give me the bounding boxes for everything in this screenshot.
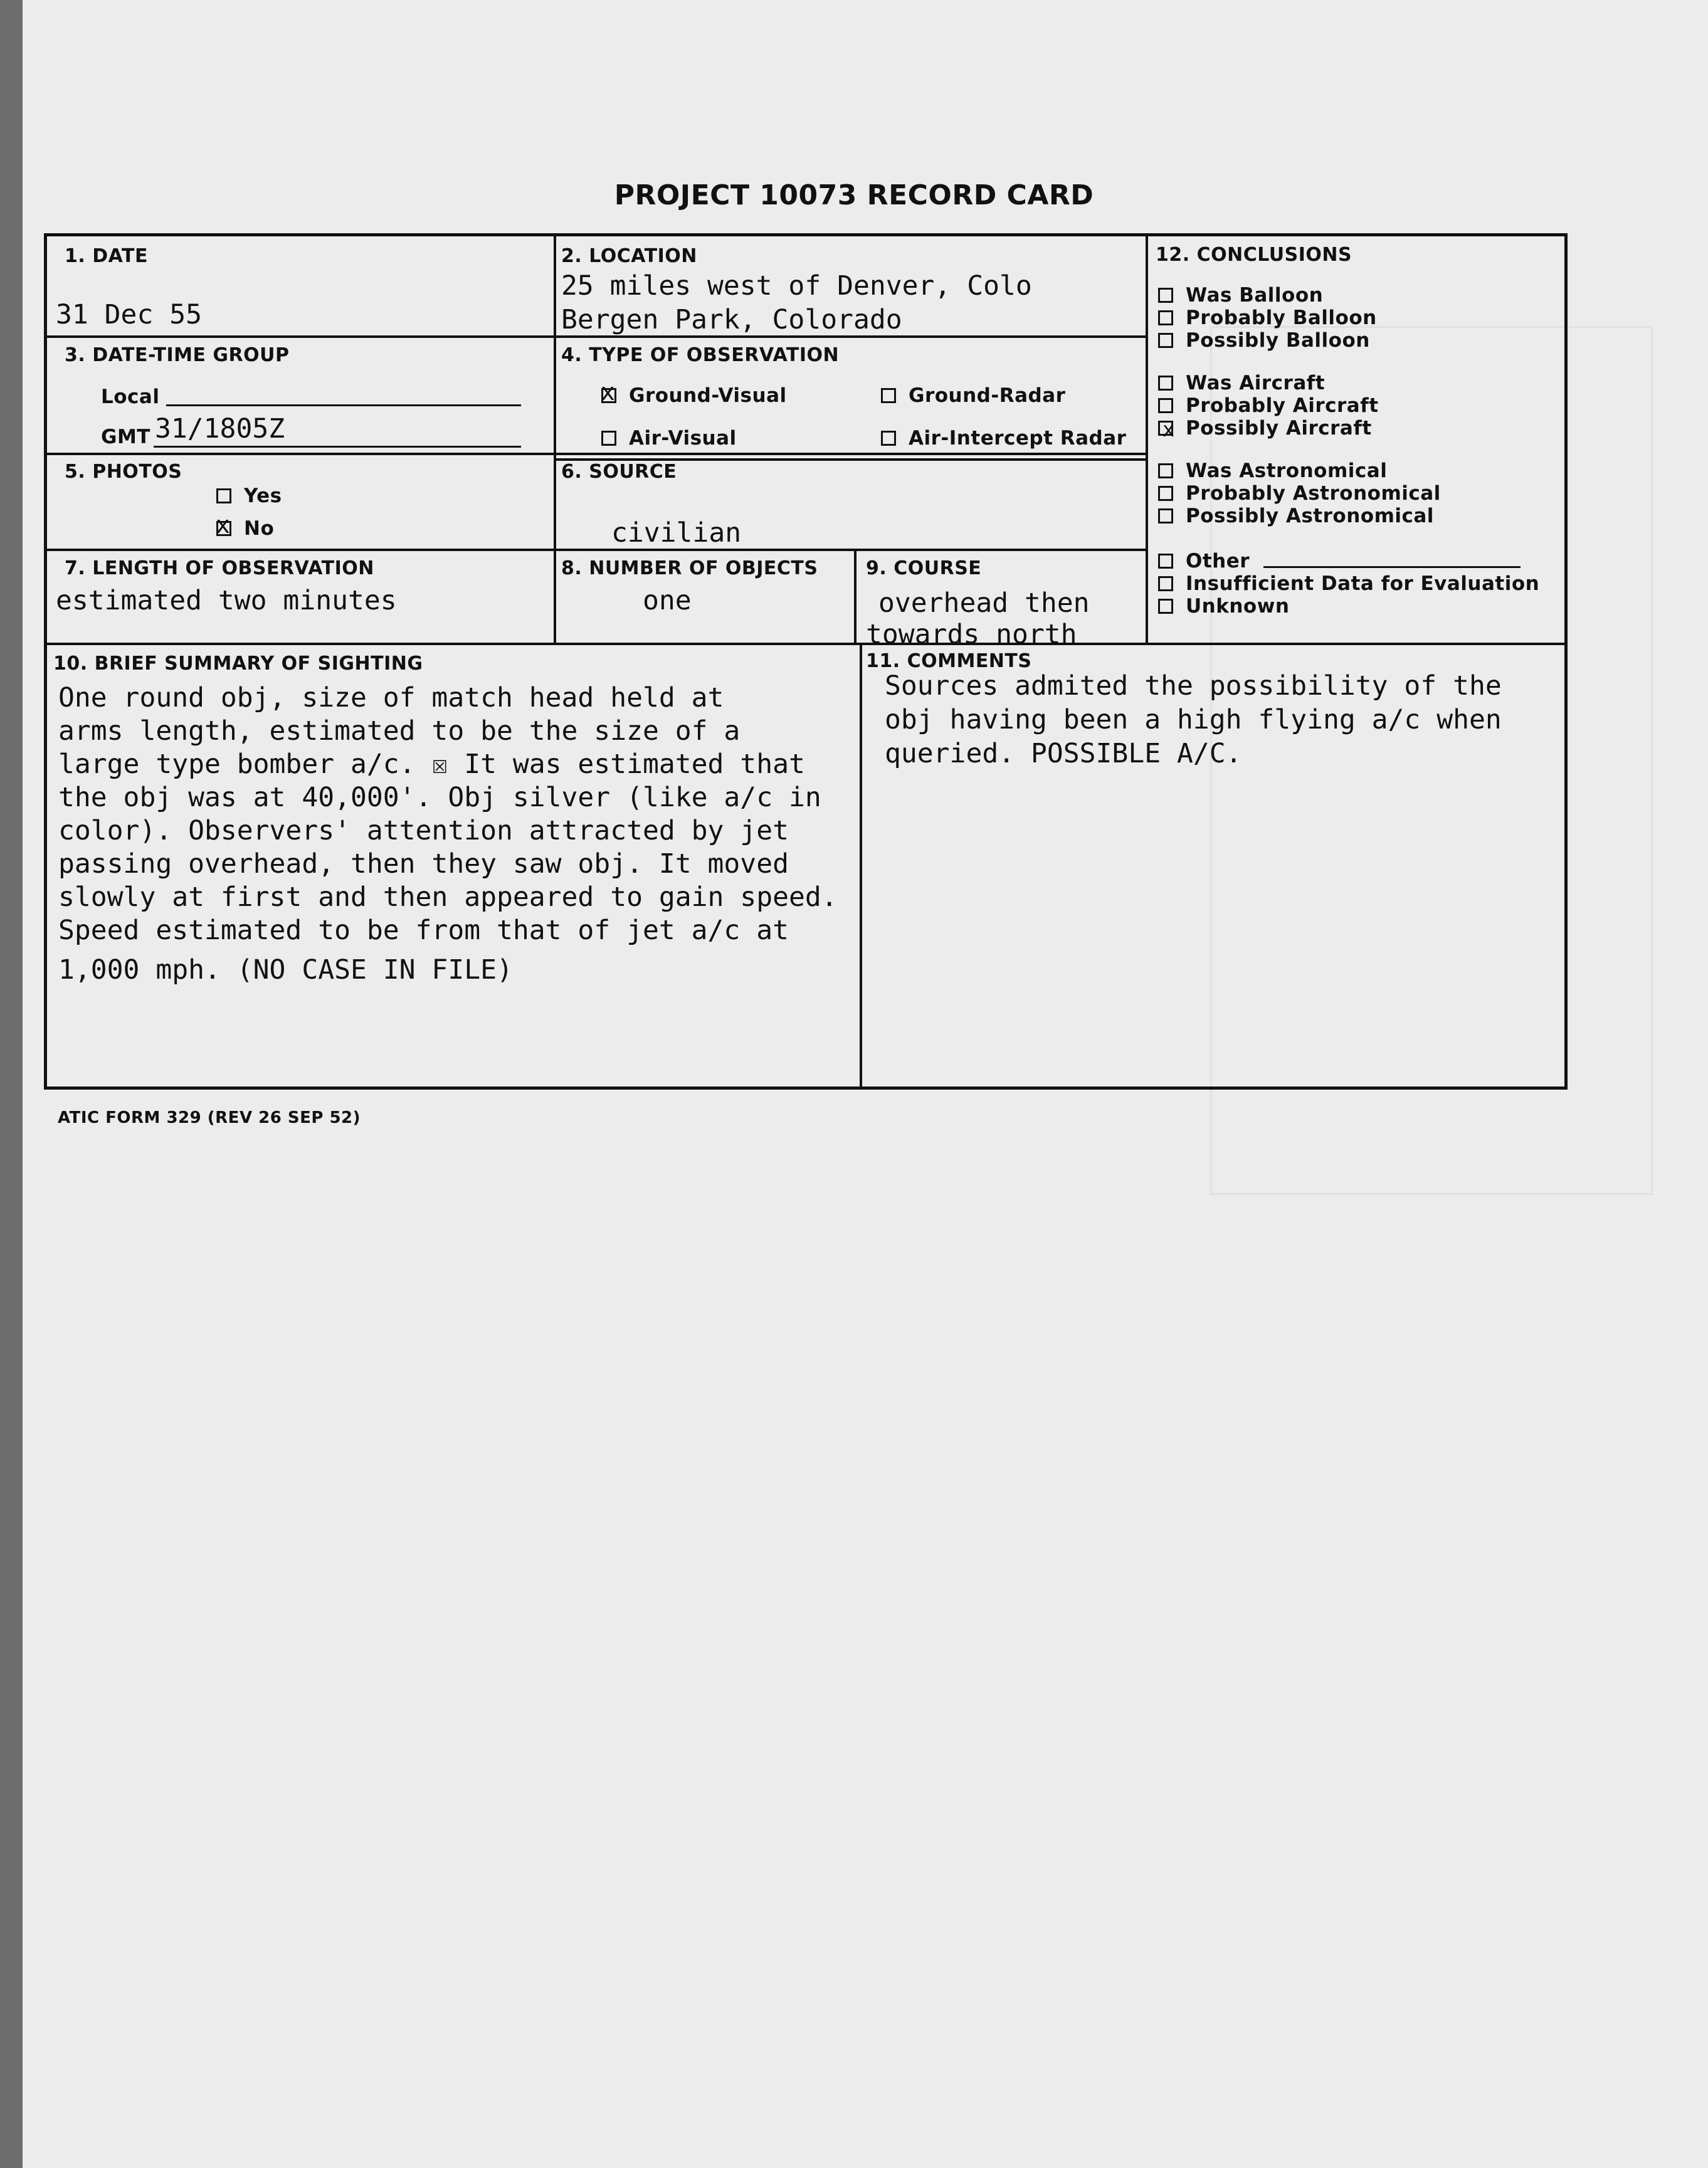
conclusion-was-balloon: Was Balloon <box>1158 284 1323 307</box>
possibly-balloon-checkbox <box>1158 333 1173 348</box>
ground-radar-checkbox <box>881 388 896 403</box>
air-intercept-radar-checkbox <box>881 431 896 446</box>
conclusion-other: Other <box>1158 550 1250 572</box>
course-line-1: overhead then <box>878 587 1090 619</box>
probably-balloon-checkbox <box>1158 310 1173 325</box>
number-of-objects-value: one <box>643 585 692 616</box>
conclusion-probably-balloon: Probably Balloon <box>1158 307 1377 329</box>
summary-line: slowly at first and then appeared to gain speed. <box>58 881 838 913</box>
conclusion-probably-aircraft: Probably Aircraft <box>1158 394 1379 417</box>
conclusion-was-astronomical: Was Astronomical <box>1158 460 1387 482</box>
source-label: 6. SOURCE <box>561 461 677 483</box>
date-label: 1. DATE <box>65 245 148 267</box>
date-time-group-label: 3. DATE-TIME GROUP <box>65 344 290 366</box>
course-line-2: towards north <box>866 619 1077 650</box>
summary-label: 10. BRIEF SUMMARY OF SIGHTING <box>53 653 423 675</box>
comments-label: 11. COMMENTS <box>866 650 1032 672</box>
was-astronomical-checkbox <box>1158 463 1173 478</box>
date-value: 31 Dec 55 <box>56 299 202 330</box>
summary-line: One round obj, size of match head held at <box>58 682 724 713</box>
comments-line: queried. POSSIBLE A/C. <box>885 738 1242 769</box>
insufficient-data-checkbox <box>1158 576 1173 591</box>
other-underline <box>1263 566 1521 568</box>
probably-aircraft-checkbox <box>1158 398 1173 413</box>
conclusion-possibly-astronomical: Possibly Astronomical <box>1158 505 1434 527</box>
form-footer: ATIC FORM 329 (REV 26 SEP 52) <box>58 1108 361 1127</box>
probably-astronomical-checkbox <box>1158 486 1173 501</box>
location-line-1: 25 miles west of Denver, Colo <box>561 270 1032 302</box>
comments-line: obj having been a high flying a/c when <box>885 704 1502 735</box>
summary-line: Speed estimated to be from that of jet a/c at <box>58 915 789 946</box>
conclusion-insufficient-data: Insufficient Data for Evaluation <box>1158 572 1539 595</box>
photos-no-option: x No <box>216 511 275 540</box>
conclusions-label: 12. CONCLUSIONS <box>1156 244 1352 266</box>
conclusion-possibly-aircraft: x Possibly Aircraft <box>1158 417 1372 439</box>
summary-line: passing overhead, then they saw obj. It moved <box>58 848 789 880</box>
other-checkbox <box>1158 554 1173 569</box>
conclusion-was-aircraft: Was Aircraft <box>1158 372 1325 394</box>
scan-edge <box>0 0 23 2168</box>
location-line-2: Bergen Park, Colorado <box>561 304 902 335</box>
air-visual-checkbox <box>601 431 616 446</box>
summary-line: arms length, estimated to be the size of a <box>58 715 741 747</box>
possibly-astronomical-checkbox <box>1158 508 1173 524</box>
conclusion-possibly-balloon: Possibly Balloon <box>1158 329 1370 352</box>
conclusion-probably-astronomical: Probably Astronomical <box>1158 482 1441 505</box>
photos-label: 5. PHOTOS <box>65 461 182 483</box>
local-label: Local <box>101 386 160 408</box>
type-of-observation-label: 4. TYPE OF OBSERVATION <box>561 344 840 366</box>
gmt-label: GMT <box>101 426 150 448</box>
course-label: 9. COURSE <box>866 557 982 579</box>
ground-visual-option: x Ground-Visual <box>601 378 787 407</box>
photos-no-checkbox: x <box>216 511 231 539</box>
source-value: civilian <box>611 517 742 549</box>
was-balloon-checkbox <box>1158 288 1173 303</box>
was-aircraft-checkbox <box>1158 376 1173 391</box>
photos-yes-checkbox <box>216 488 231 503</box>
summary-line: large type bomber a/c. ☒ It was estimated that <box>58 749 805 780</box>
ground-radar-option: Ground-Radar <box>881 384 1065 407</box>
length-of-observation-value: estimated two minutes <box>56 585 397 616</box>
local-underline <box>166 404 521 406</box>
card-title: PROJECT 10073 RECORD CARD <box>614 179 1094 211</box>
possibly-aircraft-checkbox: x <box>1158 421 1173 436</box>
comments-text <box>885 669 1549 771</box>
conclusion-unknown: Unknown <box>1158 595 1289 618</box>
summary-line: the obj was at 40,000'. Obj silver (like a/c in <box>58 782 821 813</box>
length-of-observation-label: 7. LENGTH OF OBSERVATION <box>65 557 374 579</box>
air-visual-option: Air-Visual <box>601 427 737 450</box>
comments-line: Sources admited the possibility of the <box>885 670 1502 702</box>
photos-yes-option: Yes <box>216 485 282 507</box>
gmt-value: 31/1805Z <box>155 413 285 445</box>
summary-line: 1,000 mph. (NO CASE IN FILE) <box>58 954 513 986</box>
summary-line: color). Observers' attention attracted by jet <box>58 815 789 846</box>
ground-visual-checkbox: x <box>601 378 616 406</box>
location-label: 2. LOCATION <box>561 245 697 267</box>
air-intercept-radar-option: Air-Intercept Radar <box>881 427 1126 450</box>
unknown-checkbox <box>1158 599 1173 614</box>
summary-text <box>58 681 892 987</box>
gmt-underline <box>154 446 521 448</box>
record-card <box>44 233 1568 1090</box>
number-of-objects-label: 8. NUMBER OF OBJECTS <box>561 557 818 579</box>
